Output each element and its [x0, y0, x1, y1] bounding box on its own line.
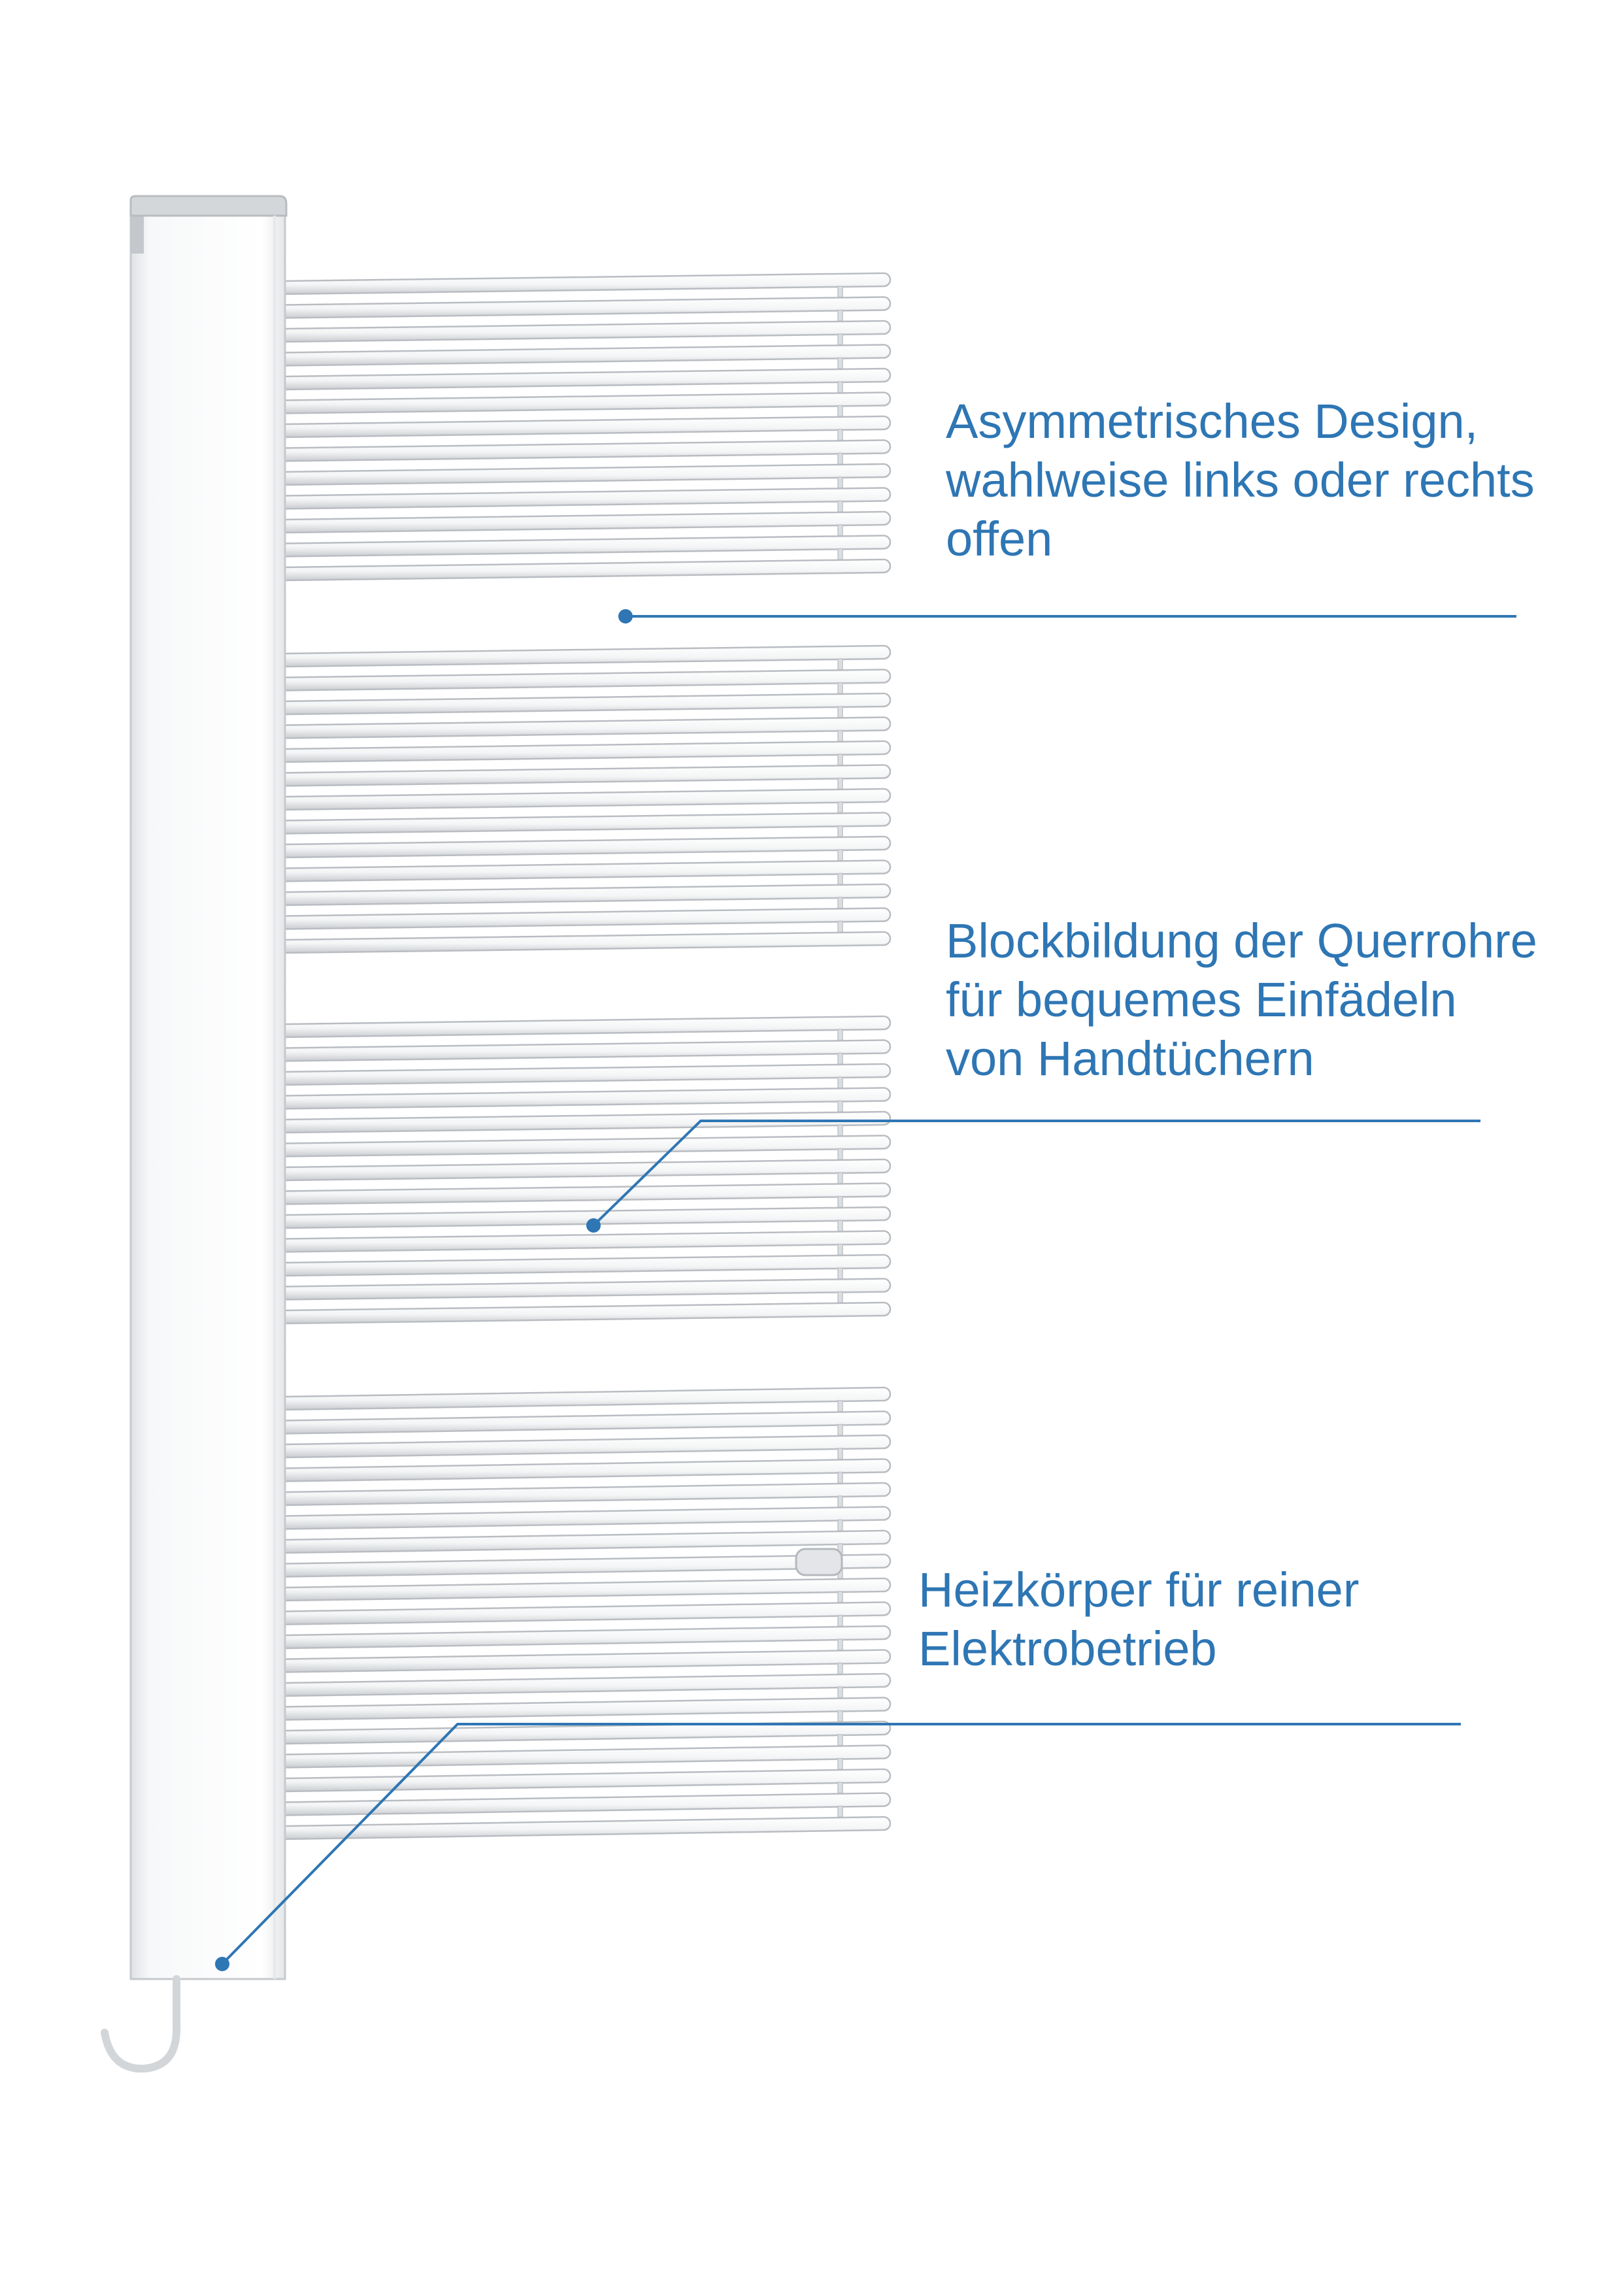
cross-tube [285, 741, 890, 762]
cross-tube [285, 1674, 890, 1696]
tube-connector [838, 850, 843, 861]
tube-connector [838, 1268, 843, 1279]
tube-connector [838, 1029, 843, 1040]
cross-tube [285, 1040, 890, 1061]
tube-connector [838, 477, 843, 488]
cross-tube [285, 884, 890, 905]
tube-connector [838, 1292, 843, 1303]
cross-tube [285, 1088, 890, 1109]
cross-tube [285, 559, 890, 580]
cross-tube [285, 393, 890, 414]
tube-connector [838, 286, 843, 297]
cross-tube [285, 297, 890, 318]
cross-tube [285, 1412, 890, 1434]
tube-connector [838, 454, 843, 465]
callout-text-heating: Heizkörper für reiner Elektrobetrieb [918, 1563, 1360, 1676]
callout-dot-design [618, 609, 633, 624]
cross-tube [285, 1435, 890, 1457]
cross-tube [285, 1388, 890, 1410]
tube-connector [838, 802, 843, 813]
tube-connector [838, 1054, 843, 1065]
cross-tube [285, 416, 890, 437]
cross-tube [285, 789, 890, 810]
tube-connector [838, 707, 843, 718]
callout-dot-heating [215, 1957, 229, 1971]
cross-tube [285, 1483, 890, 1505]
cross-tube [285, 1231, 890, 1252]
tube-connector [838, 1197, 843, 1208]
tube-connector [838, 922, 843, 933]
heating-element-knob [796, 1549, 842, 1575]
tube-connector [838, 1759, 843, 1770]
cross-tube [285, 1016, 890, 1037]
tube-connector [838, 1125, 843, 1136]
cross-tube [285, 1136, 890, 1157]
tube-connector [838, 310, 843, 322]
tube-connector [838, 1149, 843, 1160]
tube-connector [838, 874, 843, 885]
cross-tube [285, 1698, 890, 1720]
cross-tube [285, 441, 890, 461]
cross-tube [285, 1279, 890, 1300]
tube-connector [838, 1782, 843, 1793]
tube-connector [838, 501, 843, 512]
tube-connector [838, 1401, 843, 1412]
cross-tube [285, 861, 890, 882]
cross-tube [285, 369, 890, 390]
cross-tube [285, 765, 890, 786]
cross-tube [285, 273, 890, 294]
cross-tube [285, 670, 890, 691]
tube-connector [838, 358, 843, 369]
tube-connector [838, 525, 843, 536]
tube-connector [838, 1077, 843, 1088]
callout-text-block: Blockbildung der Querrohre für bequemes Einfädeln von Handtüchern [946, 914, 1537, 1086]
tube-connector [838, 1663, 843, 1674]
callout-dot-block [586, 1218, 601, 1233]
cross-tube [285, 1650, 890, 1672]
cross-tube [285, 1459, 890, 1482]
side-post [131, 196, 286, 1979]
cross-tube [285, 1507, 890, 1529]
tube-connector [838, 406, 843, 417]
cross-tube [285, 1746, 890, 1768]
cross-tube [285, 464, 890, 485]
cross-tube [285, 1303, 890, 1323]
cross-tube [285, 646, 890, 667]
tube-connector [838, 1220, 843, 1231]
cross-tube [285, 1578, 890, 1601]
tube-connector [838, 1496, 843, 1507]
cross-tubes [285, 273, 890, 1839]
tube-connector [838, 382, 843, 393]
tube-connector [838, 1472, 843, 1484]
cross-tube [285, 1793, 890, 1816]
cross-tube [285, 1626, 890, 1648]
tube-connector [838, 1735, 843, 1746]
tube-connector [838, 778, 843, 790]
tube-connector [838, 1591, 843, 1603]
cross-tube [285, 718, 890, 739]
tube-connector [838, 754, 843, 765]
cross-tube [285, 1531, 890, 1553]
tube-connector [838, 1448, 843, 1459]
tube-connector [838, 1520, 843, 1531]
tube-connector [838, 1173, 843, 1184]
cross-tube [285, 1255, 890, 1276]
callout-text-design: Asymmetrisches Design, wahlweise links oder rechts offen [946, 394, 1535, 566]
cross-tube [285, 1769, 890, 1791]
tube-connector [838, 826, 843, 837]
cross-tube [285, 1184, 890, 1205]
tube-connector [838, 549, 843, 560]
cross-tube [285, 837, 890, 857]
cross-tube [285, 512, 890, 533]
cross-tube [285, 345, 890, 366]
tube-connector [838, 1101, 843, 1112]
cross-tube [285, 321, 890, 342]
cross-tube [285, 813, 890, 834]
tube-connector [838, 1806, 843, 1818]
tube-connector [838, 1687, 843, 1698]
tube-connector [838, 1639, 843, 1650]
tube-connector [838, 659, 843, 670]
tube-connector [838, 1616, 843, 1627]
tube-connector [838, 429, 843, 441]
tube-connector [838, 897, 843, 908]
cross-tube [285, 1603, 890, 1625]
hook-icon [105, 1979, 176, 2069]
cross-tube [285, 693, 890, 714]
cross-tube [285, 536, 890, 557]
tube-connector [838, 1425, 843, 1436]
tube-connector [838, 683, 843, 694]
tube-connector [838, 731, 843, 742]
tube-connector [838, 334, 843, 345]
cross-tube [285, 1064, 890, 1085]
cross-tube [285, 488, 890, 509]
tube-connector [838, 1244, 843, 1256]
cross-tube [285, 932, 890, 953]
cross-tube [285, 908, 890, 929]
tube-connector [838, 1711, 843, 1722]
cross-tube [285, 1159, 890, 1180]
cross-tube [285, 1817, 890, 1839]
